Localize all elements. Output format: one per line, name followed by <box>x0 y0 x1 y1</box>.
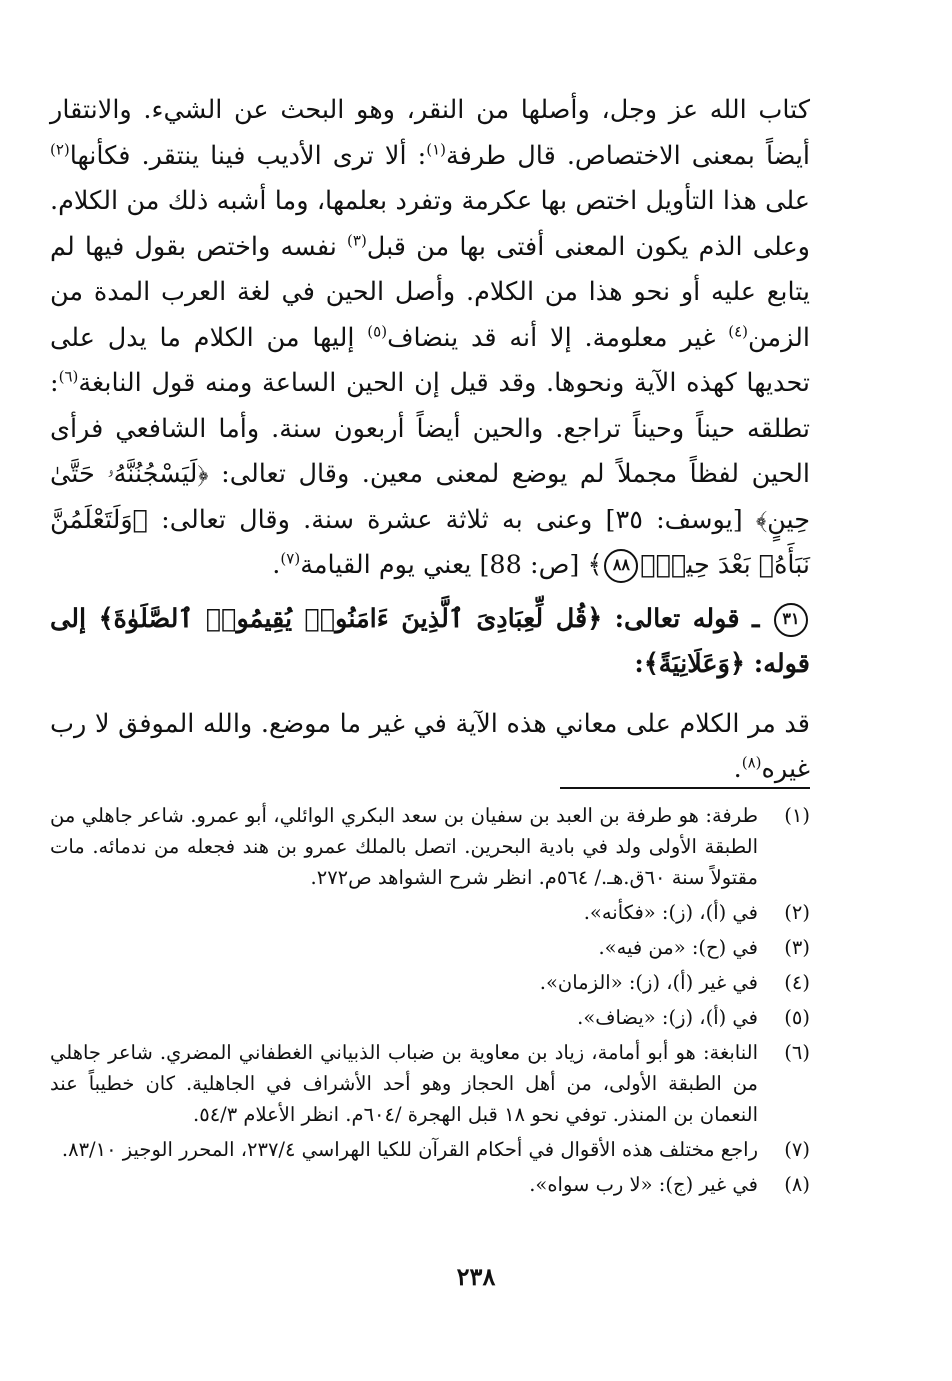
footnote-ref[interactable]: (٨) <box>741 753 762 772</box>
footnote-number: (٤) <box>784 971 810 994</box>
footnote-number: (١) <box>784 804 810 827</box>
footnote-text: النابغة: هو أبو أمامة، زياد بن معاوية بن ضباب الذبياني الغطفاني المضري. شاعر جاهلي من الطبقة الأولى، من أهل الحجاز وهو أحد الأشراف في الجاهلية. كان خطيباً عند النعمان بن المنذر. توفي نحو ١٨ قبل الهجرة /٦٠٤م. انظر الأعلام ٥٤/٣. <box>50 1041 758 1126</box>
text-run: . <box>733 754 742 784</box>
footnote-ref[interactable]: (٢) <box>50 140 70 158</box>
heading-text: ـ قوله تعالى: ﴿قُل لِّعِبَادِىَ ٱلَّذِينَ ءَامَنُوا۟ يُقِيمُوا۟ ٱلصَّلَوٰةَ﴾ إلى قوله: ﴿وَعَلَانِيَةً﴾ <box>50 603 810 679</box>
footnote-text: في غير (أ)، (ز): «الزمان». <box>539 971 758 994</box>
footnote-item <box>50 897 810 928</box>
text-run: : تطلقه حيناً وحيناً تراجع. والحين أيضاً أربعون سنة. وأما الشافعي فرأى الحين لفظاً مجملاً لم يوضع لمعنى معين. وقال تعالى: ﴿لَيَسْجُنُنَّهُۥ حَتَّىٰ حِينٍ﴾ [يوسف: ٣٥] وعنى به ثلاثة عشرة سنة. وقال تعالى: ﴿وَلَتَعْلَمُنَّ نَبَأَهُۥ بَعْدَ حِينٍۭ <box>50 368 811 580</box>
footnote-text: في (أ)، (ز): «يضاف». <box>577 1006 758 1029</box>
footnote-item <box>50 1037 810 1130</box>
text-run: إليها من الكلام ما يدل على تحديها كهذه الآية ونحوها. وقد قيل إن الحين الساعة ومنه قول النابغة <box>50 322 810 398</box>
footnote-ref[interactable]: (٥) <box>367 322 388 340</box>
footnote-item <box>50 1134 810 1165</box>
footnote-text: في (أ)، (ز): «فكأنه». <box>583 901 758 924</box>
footnote-text: طرفة: هو طرفة بن العبد بن سفيان بن سعد البكري الوائلي، أبو عمرو. شاعر جاهلي من الطبقة الأولى ولد في بادية البحرين. اتصل بالملك عمرو بن هند فجعله من ندمائه. مات مقتولاً سنة ٦٠ق.هـ./ ٥٦٤م. انظر شرح الشواهد ص٢٧٢. <box>50 804 758 889</box>
verse-heading <box>50 597 810 688</box>
footnote-text: في (ح): «من فيه». <box>598 936 758 959</box>
footnote-number: (٦) <box>784 1041 810 1064</box>
text-run: . <box>272 550 281 580</box>
footnote-ref[interactable]: (١) <box>426 140 446 158</box>
paragraph-1 <box>50 88 810 589</box>
text-run: قد مر الكلام على معاني هذه الآية في غير ما موضع. والله الموفق لا رب غيره <box>50 708 810 784</box>
footnote-separator <box>560 787 810 789</box>
footnote-ref[interactable]: (٤) <box>728 322 748 340</box>
footnote-text: راجع مختلف هذه الأقوال في أحكام القرآن للكيا الهراسي ٢٣٧/٤، المحرر الوجيز ٨٣/١٠. <box>61 1138 758 1161</box>
footnote-item <box>50 1002 810 1033</box>
text-run: : ألا ترى الأديب فينا ينتقر. فكأنها <box>69 140 427 171</box>
footnote-number: (٢) <box>784 901 810 924</box>
paragraph-2 <box>50 702 810 793</box>
footnote-item <box>50 967 810 998</box>
text-run: ﴾ [ص: 88] يعني يوم القيامة <box>300 550 603 580</box>
text-run: نفسه واختص بقول فيها لم يتابع عليه أو نحو هذا من الكلام. وأصل الحين في لغة العرب المدة من الزمن <box>50 231 810 353</box>
footnote-ref[interactable]: (٧) <box>280 549 301 568</box>
text-run: كتاب الله عز وجل، وأصلها من النقر، وهو البحث عن الشيء. والانتقار أيضاً بمعنى الاختصاص. قال طرفة <box>50 95 811 171</box>
footnote-number: (٧) <box>784 1138 810 1161</box>
footnote-ref[interactable]: (٦) <box>58 367 79 386</box>
footnotes <box>50 800 810 1204</box>
text-run: على هذا التأويل اختص بها عكرمة وتفرد بعلمها، وما أشبه ذلك من الكلام. وعلى الذم يكون المعنى أفتى بها من قبل <box>50 186 810 262</box>
footnote-number: (٥) <box>784 1006 810 1029</box>
footnote-text: في غير (ج): «لا رب سواه». <box>529 1173 758 1196</box>
text-run: : <box>634 649 644 679</box>
verse-number-marker: ٨٨ <box>604 549 638 583</box>
verse-number-marker: ٣١ <box>774 603 808 637</box>
main-text <box>50 88 810 793</box>
footnote-item <box>50 1169 810 1200</box>
footnote-number: (٨) <box>784 1173 810 1196</box>
footnote-number: (٣) <box>784 936 810 959</box>
footnote-ref[interactable]: (٣) <box>347 231 367 249</box>
footnote-item <box>50 932 810 963</box>
text-run: غير معلومة. إلا أنه قد ينضاف <box>387 322 729 353</box>
page-number: ٢٣٨ <box>456 1262 496 1291</box>
footnote-item <box>50 800 810 893</box>
